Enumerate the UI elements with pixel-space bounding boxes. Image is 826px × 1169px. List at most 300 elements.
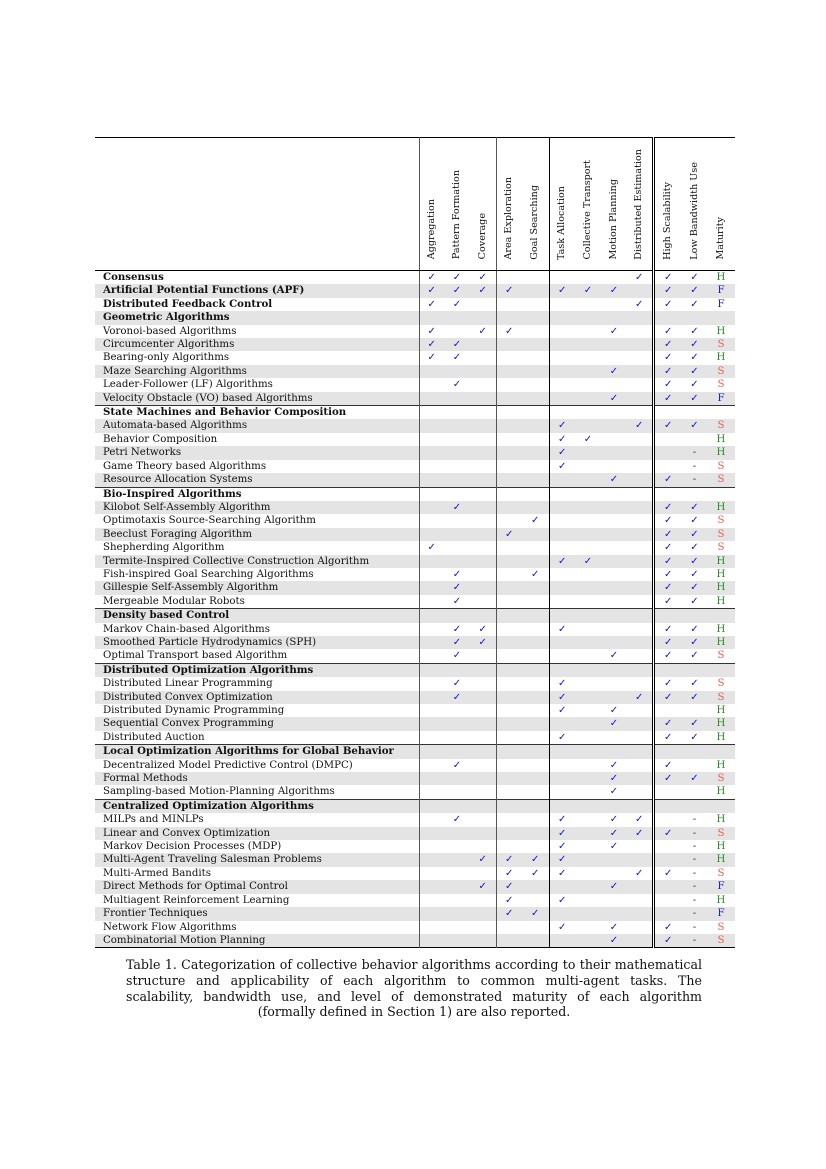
empty-cell <box>575 717 601 730</box>
check-icon: ✓ <box>653 731 682 745</box>
empty-cell <box>601 568 627 581</box>
empty-cell <box>496 514 522 527</box>
row-label: Sampling-based Motion-Planning Algorithms <box>103 786 335 798</box>
empty-cell <box>575 378 601 391</box>
table-row <box>95 460 735 473</box>
empty-cell <box>601 487 627 501</box>
row-label: Distributed Optimization Algorithms <box>95 663 419 677</box>
empty-cell <box>419 759 444 772</box>
empty-cell <box>707 311 735 324</box>
empty-cell <box>496 406 522 420</box>
dash-cell: - <box>692 841 697 853</box>
check-icon: ✓ <box>549 677 575 690</box>
row-label: Consensus <box>103 271 164 283</box>
maturity-badge: F <box>707 284 735 297</box>
empty-cell <box>653 745 682 759</box>
maturity-badge: H <box>707 853 735 866</box>
check-icon: ✓ <box>419 271 444 285</box>
empty-cell <box>682 785 707 799</box>
maturity-badge: F <box>707 880 735 893</box>
empty-cell <box>470 663 496 677</box>
empty-cell <box>496 568 522 581</box>
empty-cell <box>601 731 627 745</box>
check-icon: ✓ <box>478 272 488 283</box>
empty-cell <box>522 609 549 623</box>
check-icon: ✓ <box>549 921 575 934</box>
empty-cell <box>522 840 549 853</box>
check-icon: ✓ <box>549 853 575 866</box>
empty-cell <box>549 311 575 324</box>
column-header-collective-transport <box>575 138 601 271</box>
empty-cell <box>522 311 549 324</box>
empty-cell <box>522 799 549 813</box>
empty-cell <box>601 623 627 636</box>
check-icon: ✓ <box>478 325 488 337</box>
empty-cell <box>419 528 444 541</box>
empty-cell <box>419 894 444 907</box>
row-label: Petri Networks <box>95 446 419 459</box>
empty-cell <box>627 433 653 446</box>
empty-cell <box>575 880 601 893</box>
check-icon: ✓ <box>549 284 575 297</box>
empty-cell <box>522 501 549 514</box>
header-empty-cell <box>95 138 419 271</box>
maturity-badge: F <box>707 392 735 406</box>
empty-cell <box>419 568 444 581</box>
check-icon: ✓ <box>682 365 707 378</box>
section-header-row <box>95 663 735 677</box>
check-icon: ✓ <box>653 351 682 364</box>
empty-cell <box>470 704 496 717</box>
empty-cell <box>682 704 707 717</box>
check-icon: ✓ <box>575 284 601 297</box>
empty-cell <box>470 406 496 420</box>
column-header-label: High Scalability <box>662 181 674 260</box>
check-icon: ✓ <box>653 419 682 432</box>
empty-cell <box>575 853 601 866</box>
check-icon: ✓ <box>690 298 699 310</box>
check-icon: ✓ <box>609 921 619 933</box>
check-icon: ✓ <box>549 460 575 473</box>
empty-cell <box>470 528 496 541</box>
empty-cell <box>522 663 549 677</box>
empty-cell <box>444 460 470 473</box>
empty-cell <box>601 853 627 866</box>
empty-cell <box>627 365 653 378</box>
empty-cell <box>444 731 470 745</box>
check-icon: ✓ <box>690 515 699 527</box>
empty-cell <box>522 595 549 609</box>
maturity-badge: H <box>716 352 726 364</box>
check-icon: ✓ <box>419 325 444 338</box>
check-icon: ✓ <box>452 650 462 662</box>
check-icon: ✓ <box>549 867 575 880</box>
empty-cell <box>627 528 653 541</box>
check-icon: ✓ <box>530 867 540 879</box>
empty-cell <box>496 460 522 473</box>
empty-cell <box>444 365 470 378</box>
empty-cell <box>575 636 601 649</box>
empty-cell <box>496 365 522 378</box>
check-icon: ✓ <box>653 595 682 609</box>
empty-cell <box>522 691 549 704</box>
check-icon: ✓ <box>653 636 682 649</box>
empty-cell <box>496 351 522 364</box>
check-icon: ✓ <box>452 352 462 364</box>
empty-cell <box>601 446 627 459</box>
check-icon: ✓ <box>452 678 462 690</box>
column-header-label: Area Exploration <box>503 177 515 260</box>
empty-cell <box>601 541 627 554</box>
check-icon: ✓ <box>682 772 707 785</box>
empty-cell <box>522 419 549 432</box>
empty-cell <box>575 298 601 311</box>
empty-cell <box>549 514 575 527</box>
column-header-pattern-formation <box>444 138 470 271</box>
row-label: Decentralized Model Predictive Control (DMPC) <box>103 759 353 771</box>
empty-cell <box>419 406 444 420</box>
check-icon: ✓ <box>653 501 682 514</box>
section-header-row <box>95 609 735 623</box>
maturity-badge: S <box>707 338 735 351</box>
empty-cell <box>575 785 601 799</box>
table-row <box>95 446 735 459</box>
empty-cell <box>522 894 549 907</box>
table-caption: Table 1. Categorization of collective behavior algorithms according to their mathematical structure and applicability of each algorithm to common multi-agent tasks. The scalability, bandwidth use, and level of demonstrated maturity of each algorithm (formally defined in Section 1) are also reported. <box>126 957 702 1020</box>
empty-cell <box>496 311 522 324</box>
empty-cell <box>549 880 575 893</box>
empty-cell <box>419 595 444 609</box>
check-icon: ✓ <box>419 541 444 554</box>
empty-cell <box>444 921 470 934</box>
empty-cell <box>522 731 549 745</box>
empty-cell <box>470 581 496 594</box>
maturity-badge: S <box>707 827 735 840</box>
check-icon: ✓ <box>452 759 462 771</box>
empty-cell <box>575 894 601 907</box>
check-icon: ✓ <box>601 473 627 487</box>
empty-cell <box>601 867 627 880</box>
empty-cell <box>601 501 627 514</box>
empty-cell <box>627 325 653 338</box>
dash-cell: - <box>682 907 707 920</box>
table-row <box>95 827 735 840</box>
table-row <box>95 555 735 568</box>
empty-cell <box>601 311 627 324</box>
empty-cell <box>601 677 627 690</box>
empty-cell <box>444 311 470 324</box>
check-icon: ✓ <box>627 691 653 704</box>
check-icon: ✓ <box>634 814 644 826</box>
maturity-badge: H <box>716 786 726 798</box>
empty-cell <box>419 731 444 745</box>
empty-cell <box>575 351 601 364</box>
empty-cell <box>522 772 549 785</box>
empty-cell <box>653 311 682 324</box>
table-row <box>95 649 735 663</box>
empty-cell <box>444 609 470 623</box>
table-row <box>95 840 735 853</box>
empty-cell <box>601 378 627 391</box>
empty-cell <box>575 514 601 527</box>
empty-cell <box>470 298 496 311</box>
empty-cell <box>627 636 653 649</box>
row-label: Velocity Obstacle (VO) based Algorithms <box>95 392 419 406</box>
empty-cell <box>419 609 444 623</box>
table-row <box>95 853 735 866</box>
empty-cell <box>470 677 496 690</box>
column-header-goal-searching <box>522 138 549 271</box>
empty-cell <box>496 636 522 649</box>
column-header-label: Low Bandwidth Use <box>688 161 700 260</box>
empty-cell <box>627 473 653 487</box>
row-label: Beeclust Foraging Algorithm <box>95 528 419 541</box>
empty-cell <box>496 691 522 704</box>
check-icon: ✓ <box>549 419 575 432</box>
empty-cell <box>522 921 549 934</box>
empty-cell <box>496 623 522 636</box>
check-icon: ✓ <box>419 338 444 351</box>
column-header-coverage <box>470 138 496 271</box>
check-icon: ✓ <box>470 636 496 649</box>
empty-cell <box>627 759 653 772</box>
empty-cell <box>601 406 627 420</box>
check-icon: ✓ <box>496 853 522 866</box>
empty-cell <box>627 446 653 459</box>
empty-cell <box>575 799 601 813</box>
empty-cell <box>682 433 707 446</box>
check-icon: ✓ <box>682 717 707 730</box>
check-icon: ✓ <box>522 853 549 866</box>
check-icon: ✓ <box>601 392 627 406</box>
empty-cell <box>627 799 653 813</box>
table-row <box>95 623 735 636</box>
row-label: Bearing-only Algorithms <box>103 352 230 364</box>
empty-cell <box>444 514 470 527</box>
empty-cell <box>496 785 522 799</box>
check-icon: ✓ <box>690 379 699 391</box>
empty-cell <box>419 813 444 826</box>
empty-cell <box>470 934 496 948</box>
empty-cell <box>419 446 444 459</box>
row-label: Optimal Transport based Algorithm <box>103 650 288 662</box>
table-row <box>95 284 735 297</box>
empty-cell <box>522 759 549 772</box>
empty-cell <box>575 446 601 459</box>
empty-cell <box>419 921 444 934</box>
row-label: Geometric Algorithms <box>95 311 419 324</box>
empty-cell <box>549 365 575 378</box>
empty-cell <box>444 487 470 501</box>
empty-cell <box>575 907 601 920</box>
empty-cell <box>601 351 627 364</box>
empty-cell <box>419 501 444 514</box>
empty-cell <box>549 487 575 501</box>
empty-cell <box>575 691 601 704</box>
empty-cell <box>496 446 522 459</box>
empty-cell <box>575 568 601 581</box>
check-icon: ✓ <box>601 934 627 948</box>
empty-cell <box>627 623 653 636</box>
row-label: Smoothed Particle Hydrodynamics (SPH) <box>95 636 419 649</box>
table-row <box>95 473 735 487</box>
check-icon: ✓ <box>682 338 707 351</box>
table-row <box>95 433 735 446</box>
maturity-badge: S <box>707 772 735 785</box>
dash-cell: - <box>682 880 707 893</box>
empty-cell <box>601 636 627 649</box>
empty-cell <box>627 731 653 745</box>
maturity-badge: H <box>707 501 735 514</box>
empty-cell <box>444 827 470 840</box>
check-icon: ✓ <box>682 528 707 541</box>
empty-cell <box>444 446 470 459</box>
column-header-label: Motion Planning <box>608 179 619 260</box>
table-row <box>95 514 735 527</box>
column-header-label: Collective Transport <box>582 160 593 260</box>
empty-cell <box>575 663 601 677</box>
empty-cell <box>575 406 601 420</box>
empty-cell <box>575 704 601 717</box>
row-label: Direct Methods for Optimal Control <box>95 880 419 893</box>
column-header-maturity <box>707 138 735 271</box>
check-icon: ✓ <box>530 568 540 580</box>
maturity-badge: F <box>717 298 725 310</box>
dash-cell: - <box>682 853 707 866</box>
empty-cell <box>549 298 575 311</box>
empty-cell <box>601 691 627 704</box>
check-icon: ✓ <box>522 907 549 920</box>
check-icon: ✓ <box>634 272 644 283</box>
check-icon: ✓ <box>549 813 575 826</box>
empty-cell <box>470 649 496 663</box>
empty-cell <box>419 487 444 501</box>
dash-cell: - <box>682 473 707 487</box>
section-header-row <box>95 745 735 759</box>
check-icon: ✓ <box>627 419 653 432</box>
check-icon: ✓ <box>452 568 462 580</box>
empty-cell <box>496 392 522 406</box>
empty-cell <box>575 649 601 663</box>
empty-cell <box>522 541 549 554</box>
maturity-badge: H <box>716 325 726 337</box>
empty-cell <box>522 298 549 311</box>
check-icon: ✓ <box>653 581 682 594</box>
empty-cell <box>575 813 601 826</box>
maturity-badge: H <box>707 717 735 730</box>
empty-cell <box>601 338 627 351</box>
empty-cell <box>522 636 549 649</box>
empty-cell <box>575 419 601 432</box>
empty-cell <box>419 419 444 432</box>
empty-cell <box>444 717 470 730</box>
empty-cell <box>522 880 549 893</box>
check-icon: ✓ <box>690 678 699 690</box>
check-icon: ✓ <box>452 595 462 607</box>
empty-cell <box>470 446 496 459</box>
empty-cell <box>627 663 653 677</box>
empty-cell <box>549 907 575 920</box>
row-label: Local Optimization Algorithms for Global Behavior <box>95 745 419 759</box>
table-row <box>95 528 735 541</box>
empty-cell <box>444 934 470 948</box>
table-row <box>95 568 735 581</box>
empty-cell <box>653 907 682 920</box>
maturity-badge: H <box>716 568 726 580</box>
empty-cell <box>549 745 575 759</box>
check-icon: ✓ <box>690 352 699 364</box>
dash-cell: - <box>682 934 707 948</box>
empty-cell <box>627 514 653 527</box>
empty-cell <box>444 907 470 920</box>
row-label: Formal Methods <box>95 772 419 785</box>
empty-cell <box>627 840 653 853</box>
row-label: Optimotaxis Source-Searching Algorithm <box>103 515 316 527</box>
column-header-label: Goal Searching <box>529 184 541 260</box>
check-icon: ✓ <box>496 907 522 920</box>
check-icon: ✓ <box>653 325 682 338</box>
empty-cell <box>653 433 682 446</box>
empty-cell <box>575 460 601 473</box>
maturity-badge: S <box>707 934 735 948</box>
maturity-badge: S <box>717 678 725 690</box>
empty-cell <box>522 365 549 378</box>
column-header-area-exploration <box>496 138 522 271</box>
empty-cell <box>627 609 653 623</box>
check-icon: ✓ <box>549 623 575 636</box>
check-icon: ✓ <box>690 272 699 283</box>
empty-cell <box>470 351 496 364</box>
empty-cell <box>419 555 444 568</box>
maturity-badge: H <box>716 595 726 607</box>
row-label: Game Theory based Algorithms <box>103 460 267 472</box>
row-label: Distributed Dynamic Programming <box>103 705 285 716</box>
empty-cell <box>549 271 575 285</box>
maturity-badge: H <box>716 841 726 853</box>
row-label: Circumcenter Algorithms <box>95 338 419 351</box>
empty-cell <box>522 555 549 568</box>
empty-cell <box>522 745 549 759</box>
empty-cell <box>575 745 601 759</box>
empty-cell <box>496 433 522 446</box>
empty-cell <box>575 731 601 745</box>
row-label: Gillespie Self-Assembly Algorithm <box>95 581 419 594</box>
empty-cell <box>707 663 735 677</box>
section-header-row <box>95 406 735 420</box>
empty-cell <box>522 813 549 826</box>
table-row <box>95 677 735 690</box>
check-icon: ✓ <box>682 284 707 297</box>
section-header-row <box>95 487 735 501</box>
empty-cell <box>496 813 522 826</box>
empty-cell <box>470 514 496 527</box>
empty-cell <box>601 907 627 920</box>
empty-cell <box>470 827 496 840</box>
empty-cell <box>627 351 653 364</box>
empty-cell <box>522 406 549 420</box>
empty-cell <box>601 663 627 677</box>
empty-cell <box>470 867 496 880</box>
empty-cell <box>549 636 575 649</box>
row-label: Mergeable Modular Robots <box>103 595 245 607</box>
empty-cell <box>522 649 549 663</box>
empty-cell <box>444 473 470 487</box>
empty-cell <box>575 581 601 594</box>
table-row <box>95 338 735 351</box>
section-header-row <box>95 311 735 324</box>
row-label: Multiagent Reinforcement Learning <box>103 894 290 906</box>
empty-cell <box>419 717 444 730</box>
